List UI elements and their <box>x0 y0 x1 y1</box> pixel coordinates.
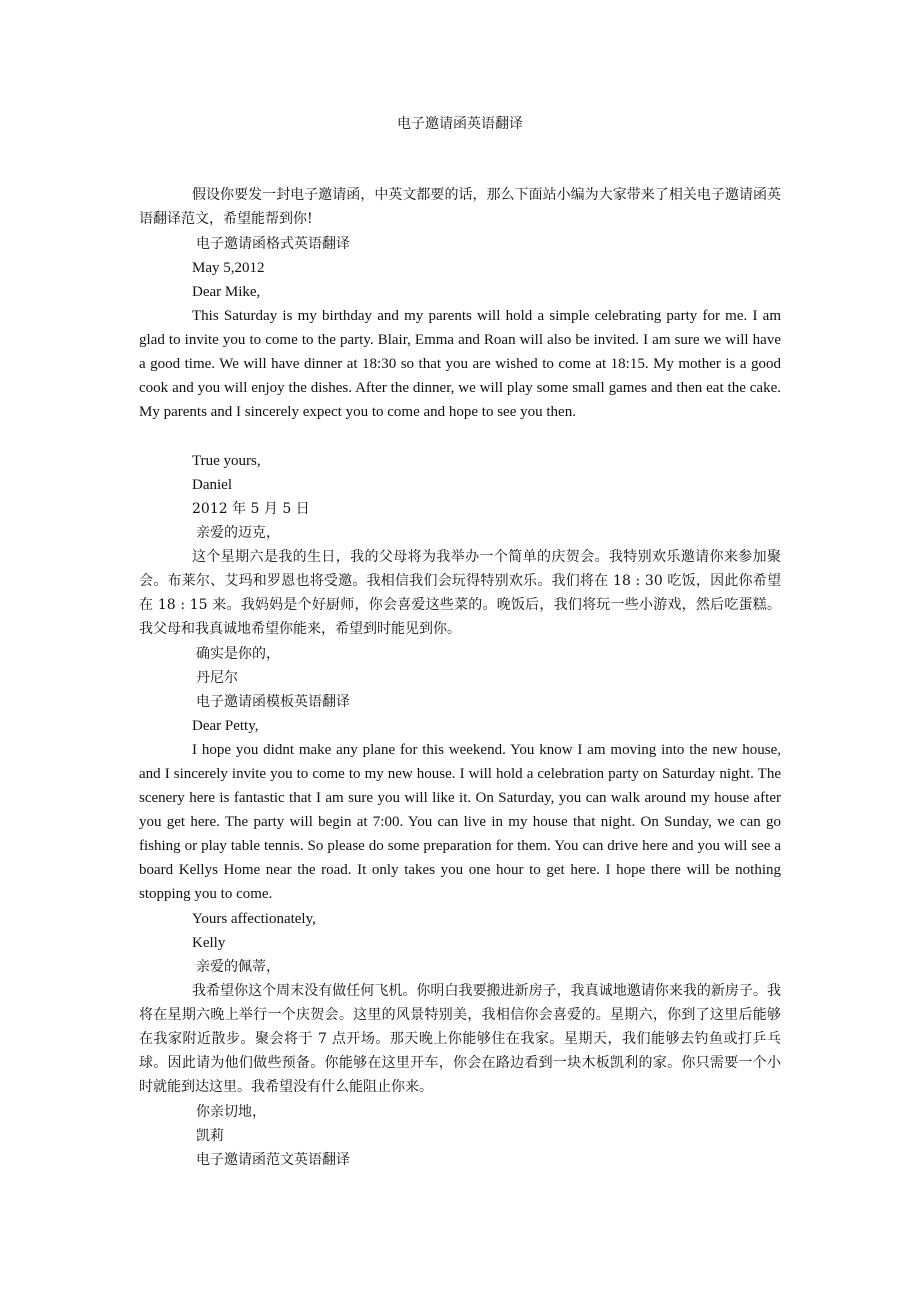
letter2-cn-salutation: 亲爱的佩蒂， <box>196 959 280 975</box>
letter2-salutation: Dear Petty, <box>192 718 259 734</box>
letter2-body: I hope you didnt make any plane for this weekend. You know I am moving into the new house, and I sincerely invite you to come to my new house. I will hold a celebration party on Saturday night. The scenery here is fantastic that I am sure you will like it. On Saturday, you can walk around my house after you get here. The party will begin at 7:00. You can live in my house that night. On Sunday, we can go fishing or play table tennis. So please do some preparation for them. You can drive here and you will see a board Kellys Home near the road. It only takes you one hour to get here. I hope there will be nothing stopping you to come. <box>139 742 781 902</box>
intro-paragraph: 假设你要发一封电子邀请函，中英文都要的话，那么下面站小编为大家带来了相关电子邀请函英语翻译范文，希望能帮到你! <box>139 187 781 227</box>
letter1-cn-closing: 确实是你的， <box>196 646 280 662</box>
letter1-body: This Saturday is my birthday and my parents will hold a simple celebrating party for me. I am glad to invite you to come to the party. Blair, Emma and Roan will also be invited. I am sure we will have a good time. We will have dinner at 18:30 so that you are wished to come at 18:15. My mother is a good cook and you will enjoy the dishes. After the dinner, we will play some small games and then eat the cake. My parents and I sincerely expect you to come and hope to see you then. <box>139 308 781 420</box>
letter2-cn-signature: 凯莉 <box>196 1128 224 1144</box>
letter2-cn-closing: 你亲切地， <box>196 1104 266 1120</box>
letter1-cn-signature: 丹尼尔 <box>196 670 238 686</box>
letter1-signature: Daniel <box>192 477 232 493</box>
letter2-signature: Kelly <box>192 935 226 951</box>
letter1-cn-salutation: 亲爱的迈克， <box>196 525 280 541</box>
letter2-closing: Yours affectionately, <box>192 911 316 927</box>
letter1-cn-body: 这个星期六是我的生日，我的父母将为我举办一个简单的庆贺会。我特别欢乐邀请你来参加聚会。布莱尔、艾玛和罗恩也将受邀。我相信我们会玩得特别欢乐。我们将在 18 : 30 吃饭，因此你希望在 18 : 15 来。我妈妈是个好厨师，你会喜爱这些菜的。晚饭后，我们将玩一些小游戏，然后吃蛋糕。我父母和我真诚地希望你能来，希望到时能见到你。 <box>139 549 781 637</box>
letter1-cn-date: 2012 年 5 月 5 日 <box>192 501 310 517</box>
letter1-closing: True yours, <box>192 453 261 469</box>
section1-heading: 电子邀请函格式英语翻译 <box>196 236 350 252</box>
section2-heading: 电子邀请函模板英语翻译 <box>196 694 350 710</box>
page-title: 电子邀请函英语翻译 <box>397 116 523 132</box>
letter2-cn-body: 我希望你这个周末没有做任何飞机。你明白我要搬进新房子，我真诚地邀请你来我的新房子。我将在星期六晚上举行一个庆贺会。这里的风景特别美，我相信你会喜爱的。星期六，你到了这里后能够在我家附近散步。聚会将于 7 点开场。那天晚上你能够住在我家。星期天，我们能够去钓鱼或打乒乓球。因此请为他们做些预备。你能够在这里开车，你会在路边看到一块木板凯利的家。你只需要一个小时就能到达这里。我希望没有什么能阻止你来。 <box>139 983 781 1095</box>
letter1-salutation: Dear Mike, <box>192 284 261 300</box>
letter1-date: May 5,2012 <box>192 260 265 276</box>
section3-heading: 电子邀请函范文英语翻译 <box>196 1152 350 1168</box>
